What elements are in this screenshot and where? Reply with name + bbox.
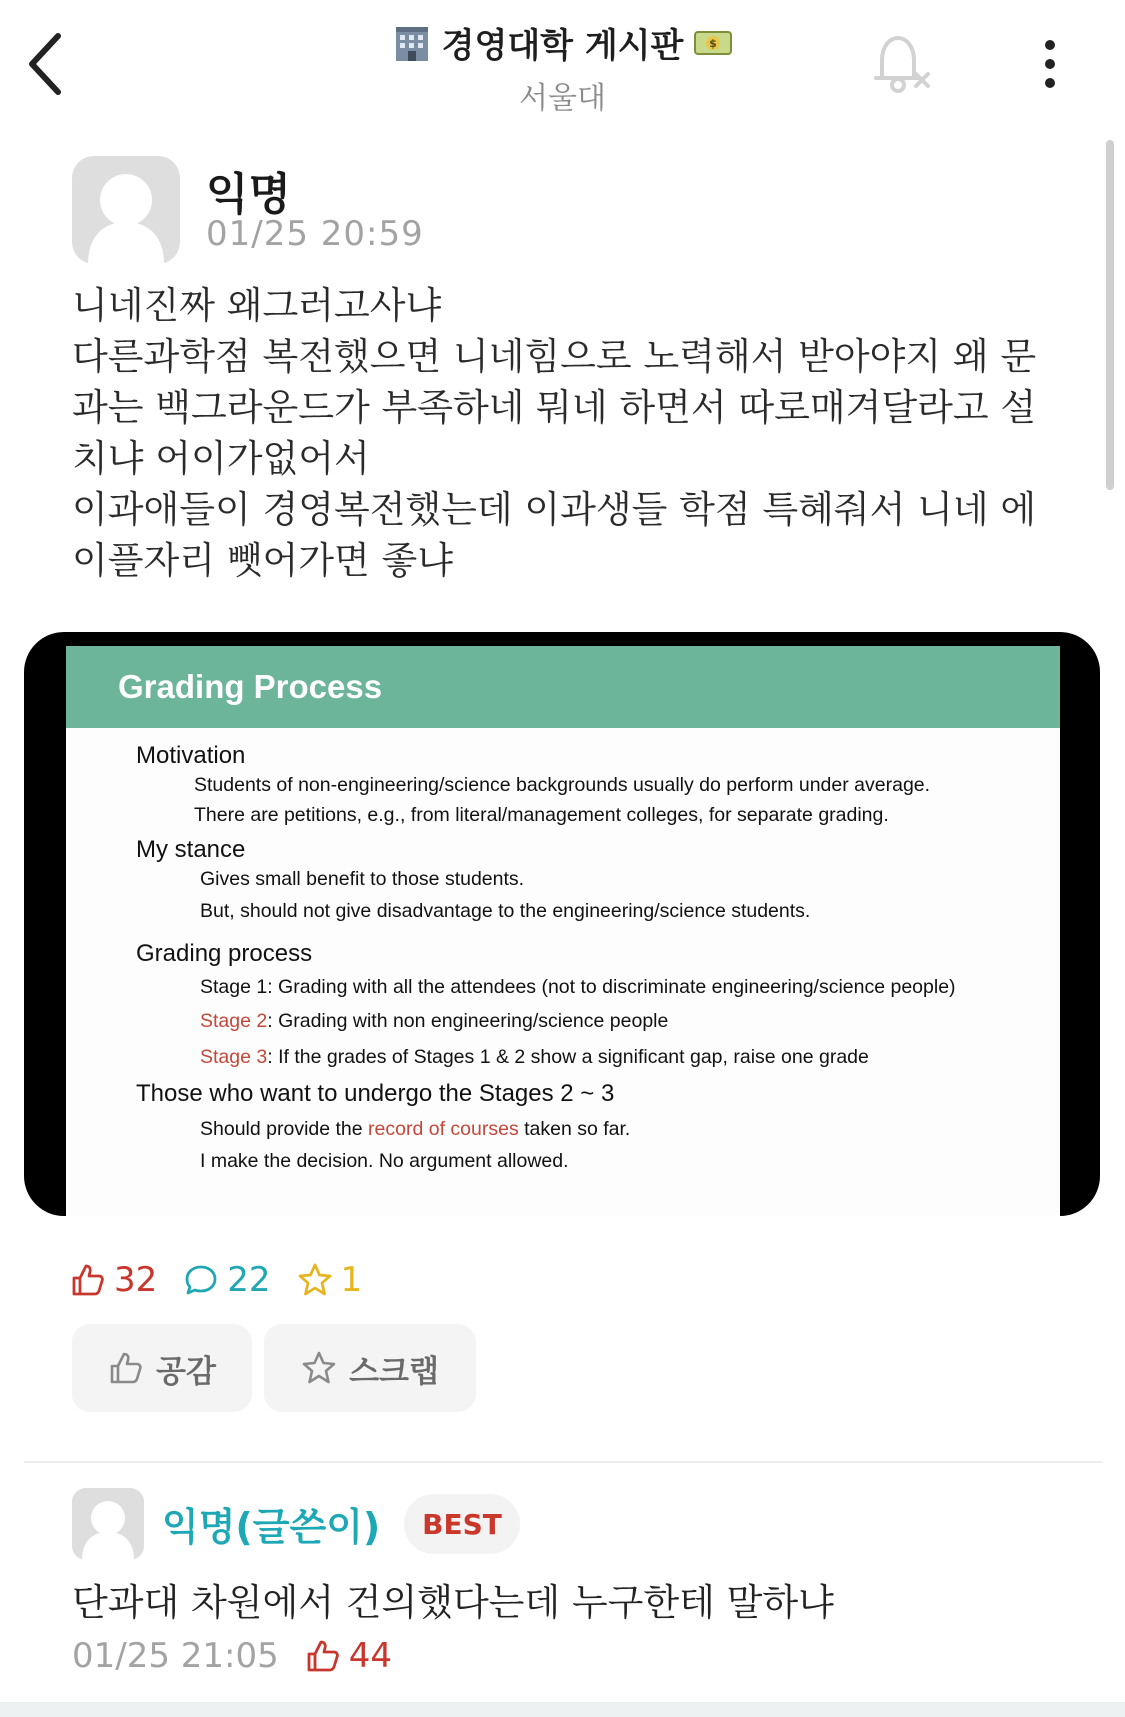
star-icon bbox=[297, 1262, 333, 1298]
slide bbox=[66, 646, 1060, 1216]
attached-image[interactable] bbox=[24, 632, 1100, 1216]
comment-text: 단과대 차원에서 건의했다는데 누구한테 말하냐 bbox=[72, 1581, 834, 1624]
thumbs-up-icon bbox=[70, 1262, 106, 1298]
more-options-button[interactable] bbox=[1036, 38, 1064, 90]
slide-heading: Those who want to undergo the Stages 2 ~ 3 bbox=[136, 1080, 615, 1107]
slide-highlight: record of courses bbox=[368, 1118, 519, 1140]
comment-like-count bbox=[305, 1636, 392, 1676]
post-line: 치냐 어이가없어서 bbox=[72, 437, 370, 480]
slide-text: Should provide the bbox=[200, 1118, 369, 1140]
scrap-button-label: 스크랩 bbox=[349, 1353, 439, 1390]
scrap-button[interactable] bbox=[264, 1324, 476, 1412]
slide-line: I make the decision. No argument allowed. bbox=[200, 1150, 569, 1172]
notification-off-button[interactable] bbox=[872, 30, 932, 96]
comment-count bbox=[183, 1260, 270, 1300]
post-line: 이플자리 뺏어가면 좋냐 bbox=[72, 539, 453, 582]
board-title-block bbox=[0, 18, 1125, 117]
next-comment-edge bbox=[0, 1702, 1125, 1717]
slide-line bbox=[200, 1118, 630, 1141]
top-bar bbox=[0, 0, 1125, 130]
office-building-icon bbox=[392, 25, 432, 61]
svg-text:$: $ bbox=[709, 36, 718, 50]
slide-line bbox=[200, 1010, 668, 1033]
like-count bbox=[70, 1260, 157, 1300]
slide-title: Grading Process bbox=[118, 668, 383, 705]
board-title[interactable] bbox=[392, 18, 734, 67]
post-line: 니네진짜 왜그러고사냐 bbox=[72, 284, 442, 327]
post-line: 이과애들이 경영복전했는데 이과생들 학점 특혜줘서 니네 에 bbox=[72, 488, 1037, 531]
default-user-icon bbox=[72, 1488, 144, 1560]
slide-header bbox=[66, 646, 1060, 728]
stage-label: Stage 3 bbox=[200, 1046, 268, 1068]
comment-author: 익명(글쓴이) bbox=[162, 1505, 381, 1549]
board-title-text: 경영대학 게시판 bbox=[441, 26, 684, 66]
scrap-count bbox=[297, 1260, 363, 1300]
thumbs-up-icon bbox=[305, 1638, 341, 1674]
slide-text: taken so far. bbox=[518, 1118, 631, 1140]
comment-timestamp: 01/25 21:05 bbox=[72, 1636, 279, 1676]
star-icon bbox=[301, 1350, 337, 1386]
slide-line: There are petitions, e.g., from literal/management colleges, for separate grading. bbox=[194, 804, 889, 826]
divider bbox=[24, 1461, 1102, 1463]
slide-line: Students of non-engineering/science backgrounds usually do perform under average. bbox=[194, 774, 931, 796]
post-body bbox=[72, 280, 1062, 586]
slide-heading: Grading process bbox=[136, 940, 313, 967]
slide-line: Gives small benefit to those students. bbox=[200, 868, 525, 890]
comment-like-value: 44 bbox=[348, 1636, 393, 1676]
like-button[interactable] bbox=[72, 1324, 252, 1412]
comment-meta bbox=[72, 1636, 392, 1676]
post-line: 과는 백그라운드가 부족하네 뭐네 하면서 따로매겨달라고 설 bbox=[72, 386, 1037, 429]
scrollbar[interactable] bbox=[1106, 140, 1114, 490]
stage-text: : Grading with non engineering/science people bbox=[267, 1010, 669, 1032]
money-bill-icon bbox=[693, 25, 733, 61]
like-count-value: 32 bbox=[114, 1260, 158, 1300]
slide-line: But, should not give disadvantage to the engineering/science students. bbox=[200, 900, 811, 922]
stage-text: : If the grades of Stages 1 & 2 show a significant gap, raise one grade bbox=[267, 1046, 869, 1068]
comment-icon bbox=[183, 1262, 219, 1298]
more-vertical-icon bbox=[1036, 38, 1064, 90]
like-button-label: 공감 bbox=[156, 1353, 216, 1390]
comment-count-value: 22 bbox=[227, 1260, 271, 1300]
post-line: 다른과학점 복전했으면 니네힘으로 노력해서 받아야지 왜 문 bbox=[72, 335, 1037, 378]
post-stats bbox=[70, 1260, 388, 1300]
stage-label: Stage 2 bbox=[200, 1010, 268, 1032]
post-author: 익명 bbox=[206, 169, 292, 220]
best-badge: BEST bbox=[404, 1494, 520, 1554]
slide-heading: My stance bbox=[136, 836, 246, 863]
comment-avatar bbox=[72, 1488, 144, 1560]
slide-line: Stage 1: Grading with all the attendees (not to discriminate engineering/science people) bbox=[200, 976, 956, 998]
default-user-icon bbox=[72, 156, 180, 264]
slide-line bbox=[200, 1046, 869, 1069]
thumbs-up-icon bbox=[108, 1350, 144, 1386]
bell-off-icon bbox=[872, 30, 932, 96]
avatar bbox=[72, 156, 180, 264]
post-timestamp: 01/25 20:59 bbox=[206, 214, 424, 254]
slide-heading: Motivation bbox=[136, 742, 246, 769]
scrap-count-value: 1 bbox=[340, 1260, 363, 1300]
school-name: 서울대 bbox=[519, 81, 606, 116]
